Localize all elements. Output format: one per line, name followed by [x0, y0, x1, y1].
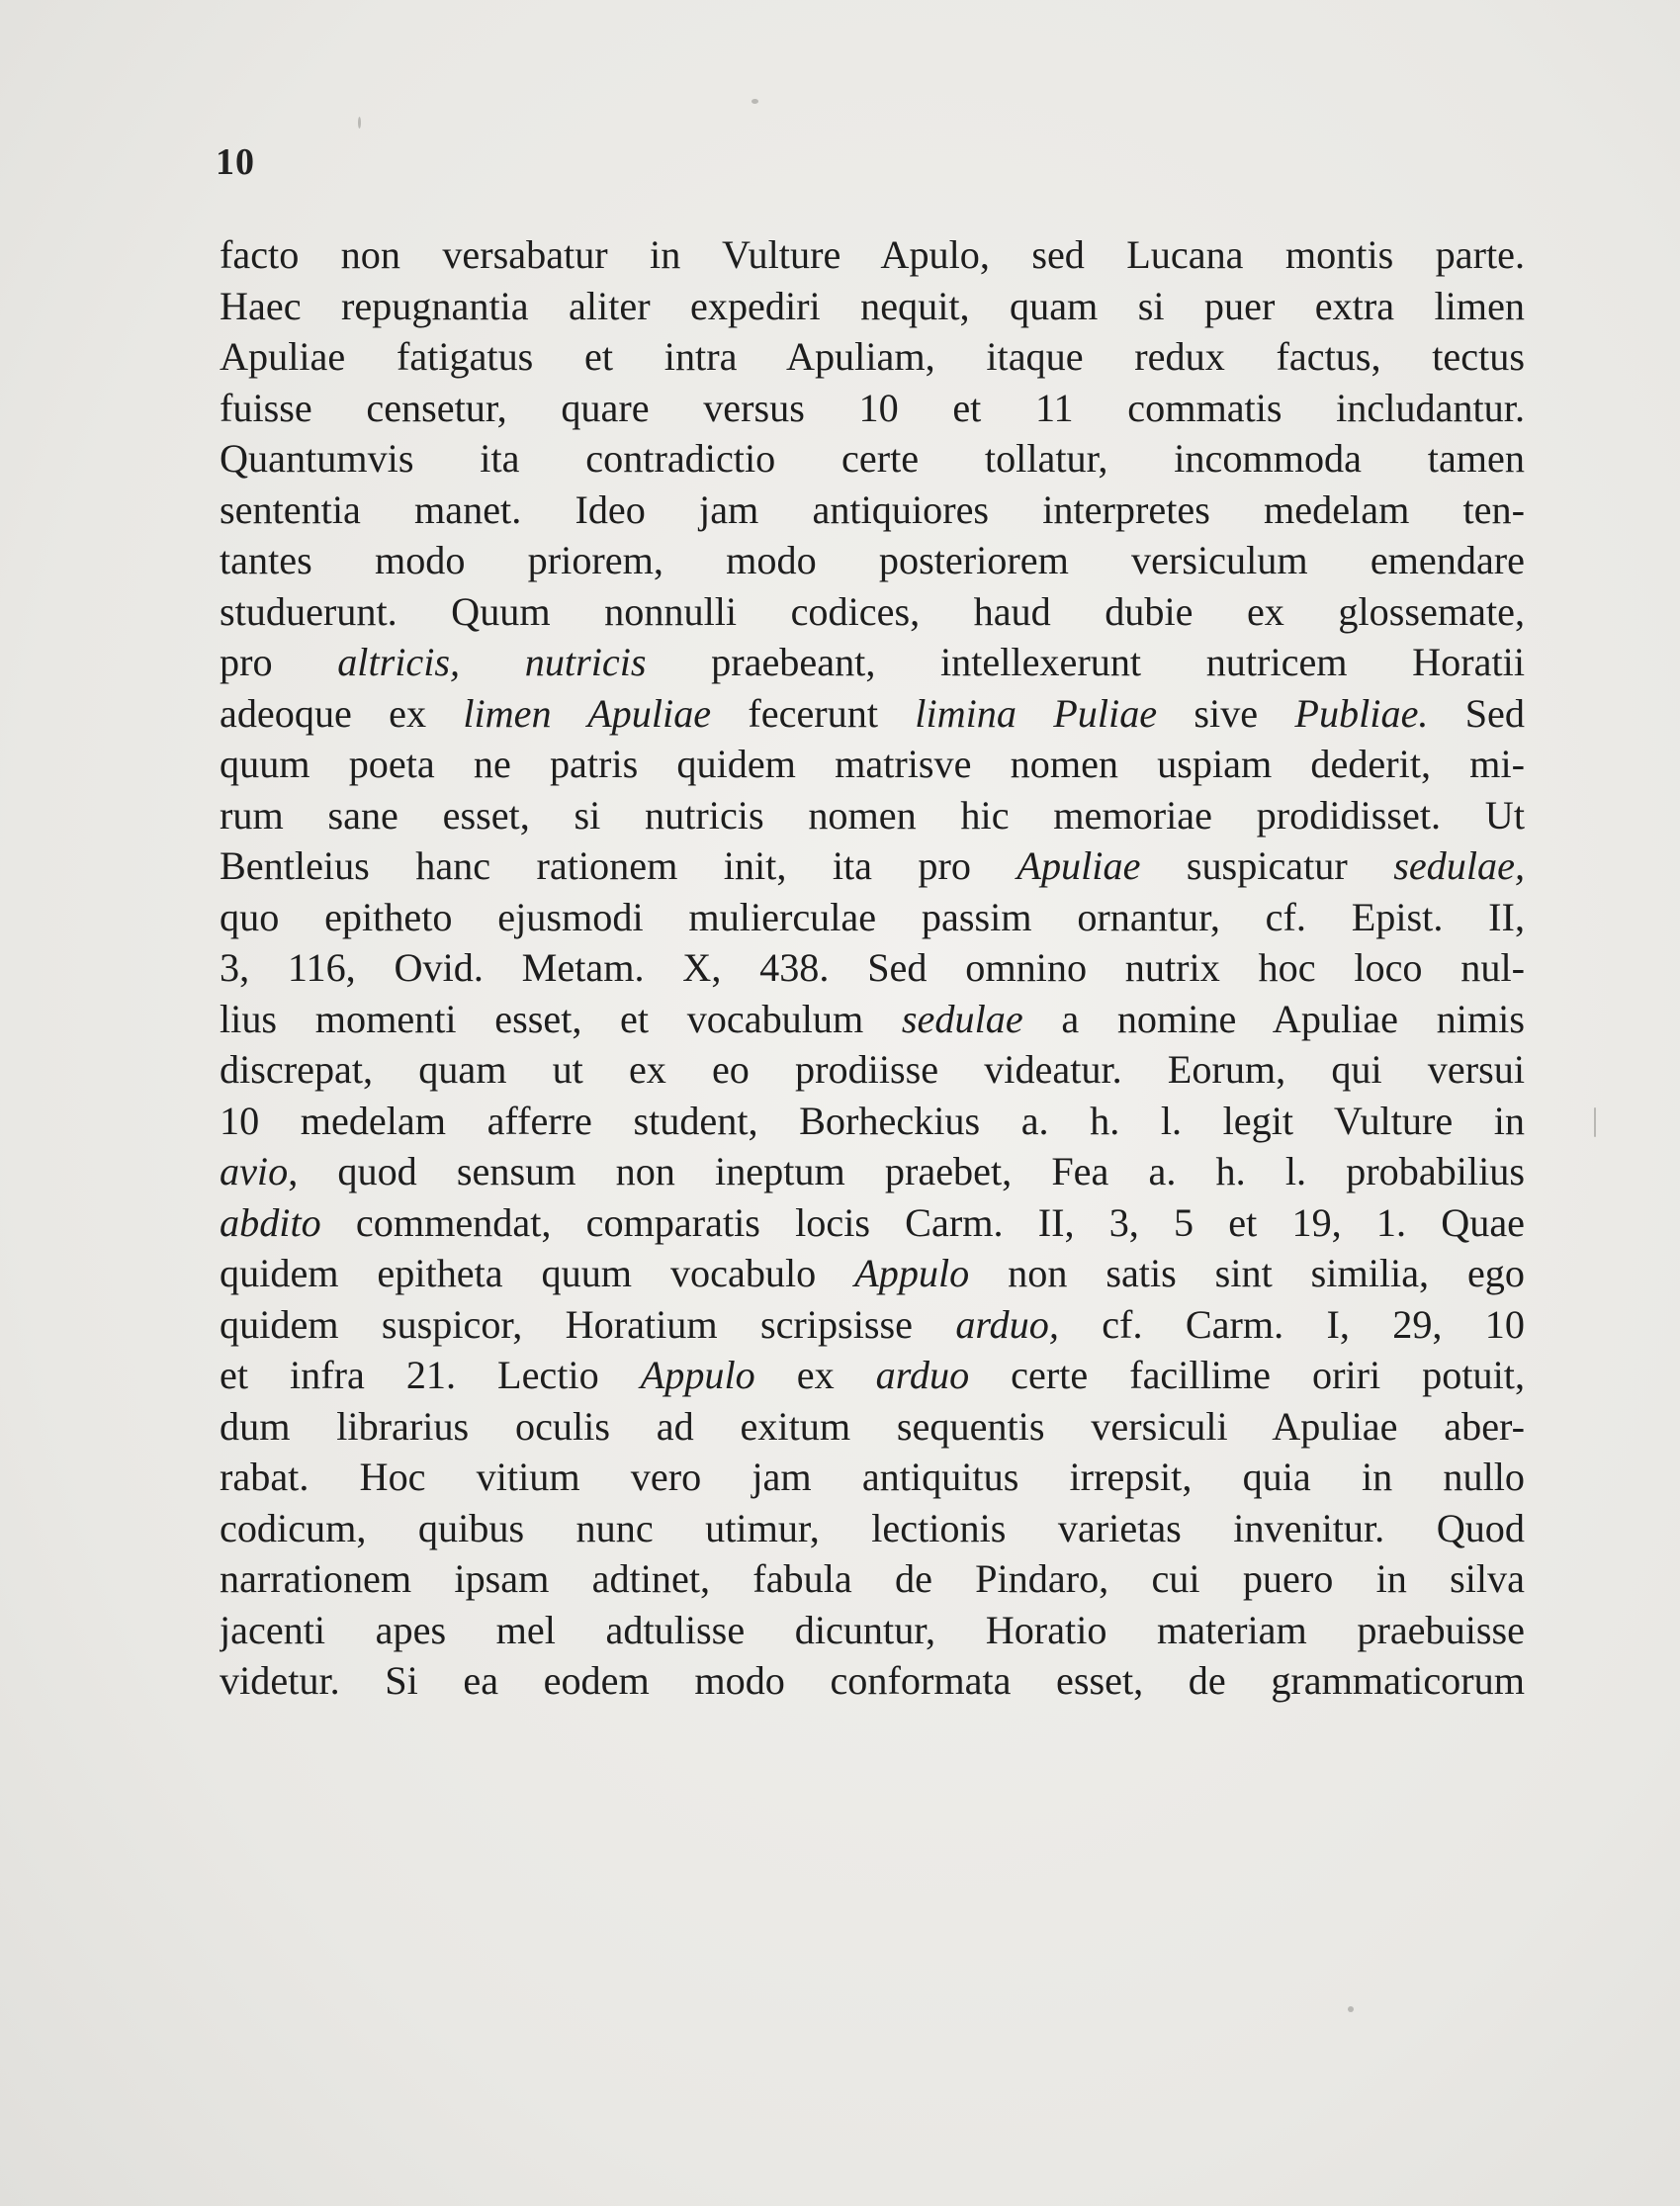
text-line	[220, 1605, 1525, 1656]
text-line	[220, 1503, 1525, 1554]
text-segment: Quantumvis ita contradictio certe tollatur, incommoda tamen	[220, 436, 1525, 481]
text-line	[220, 688, 1525, 740]
text-segment: narrationem ipsam adtinet, fabula de Pindaro, cui puero in silva	[220, 1556, 1525, 1601]
text-line	[220, 331, 1525, 383]
text-segment: studuerunt. Quum nonnulli codices, haud dubie ex glossemate,	[220, 588, 1525, 634]
text-segment: quidem epitheta quum vocabulo	[220, 1251, 855, 1295]
text-segment: fecerunt	[711, 690, 916, 736]
text-segment: dum librarius oculis ad exitum sequentis versiculi Apuliae aber-	[220, 1403, 1525, 1449]
italic-text: Apuliae	[1017, 843, 1141, 888]
italic-text: abdito	[220, 1199, 321, 1245]
text-segment: sive	[1157, 690, 1295, 736]
text-line	[220, 892, 1525, 943]
text-segment: facto non versabatur in Vulture Apulo, sed Lucana montis parte.	[220, 232, 1525, 277]
italic-text: Appulo	[640, 1353, 755, 1397]
text-line	[220, 1655, 1525, 1707]
text-segment: tantes modo priorem, modo posteriorem versiculum emendare	[220, 538, 1525, 582]
text-segment: et infra 21. Lectio	[220, 1353, 641, 1397]
text-line	[220, 1401, 1525, 1453]
italic-text: limina Puliae	[915, 690, 1158, 736]
text-segment: codicum, quibus nunc utimur, lectionis varietas invenitur. Quod	[220, 1505, 1525, 1550]
text-segment: 3, 116, Ovid. Metam. X, 438. Sed omnino nutrix hoc loco nul-	[220, 945, 1525, 990]
text-segment: quidem suspicor, Horatium scripsisse	[220, 1301, 956, 1347]
text-line	[220, 994, 1525, 1045]
text-segment: rabat. Hoc vitium vero jam antiquitus irrepsit, quia in nullo	[220, 1455, 1525, 1499]
page-number: 10	[216, 141, 255, 183]
text-segment: Haec repugnantia aliter expediri nequit, quam si puer extra limen	[220, 283, 1525, 328]
text-segment: ex	[754, 1353, 876, 1397]
italic-text: avio	[220, 1149, 289, 1193]
text-line	[220, 790, 1525, 841]
italic-text: Appulo	[854, 1251, 970, 1295]
text-line	[220, 1248, 1525, 1299]
text-line	[220, 586, 1525, 638]
text-line	[220, 1452, 1525, 1503]
text-segment: pro	[220, 640, 338, 684]
text-segment: , quod sensum non ineptum praebet, Fea a. h. l. probabilius	[288, 1149, 1525, 1193]
text-line	[220, 1350, 1525, 1401]
italic-text: arduo	[875, 1353, 970, 1397]
paper-speck	[358, 117, 361, 129]
text-segment: a nomine Apuliae nimis	[1022, 996, 1525, 1041]
text-line	[220, 942, 1525, 994]
italic-text: sedulae	[901, 996, 1023, 1041]
paper-speck	[1348, 2006, 1354, 2012]
text-segment: 10 medelam afferre student, Borheckius a. h. l. legit Vulture in	[220, 1098, 1525, 1143]
text-line	[220, 535, 1525, 586]
text-segment: sententia manet. Ideo jam antiquiores interpretes medelam ten-	[220, 486, 1525, 532]
text-segment: fuisse censetur, quare versus 10 et 11 commatis includantur.	[220, 385, 1525, 430]
text-line	[220, 1096, 1525, 1147]
text-segment: videtur. Si ea eodem modo conformata esset, de grammaticorum	[220, 1658, 1525, 1703]
body-text	[220, 229, 1525, 1707]
text-segment: cf. Carm. I, 29, 10	[1058, 1301, 1525, 1347]
text-line	[220, 229, 1525, 281]
text-line	[220, 1553, 1525, 1605]
italic-text: arduo,	[955, 1301, 1059, 1347]
text-line	[220, 739, 1525, 790]
text-segment: Sed	[1428, 690, 1525, 736]
text-segment: suspicatur	[1140, 843, 1394, 888]
paper-speck	[1594, 1107, 1596, 1137]
text-line	[220, 383, 1525, 434]
text-segment: quum poeta ne patris quidem matrisve nomen uspiam dederit, mi-	[220, 742, 1525, 786]
italic-text: altricis, nutricis	[337, 640, 647, 684]
text-segment: discrepat, quam ut ex eo prodiisse videatur. Eorum, qui versui	[220, 1047, 1525, 1092]
text-segment: non satis sint similia, ego	[969, 1251, 1525, 1295]
italic-text: sedulae,	[1393, 843, 1525, 888]
text-segment: commendat, comparatis locis Carm. II, 3, 5 et 19, 1. Quae	[320, 1199, 1525, 1245]
text-line	[220, 1044, 1525, 1096]
text-line	[220, 485, 1525, 536]
text-line	[220, 281, 1525, 332]
text-line	[220, 637, 1525, 688]
text-line	[220, 1146, 1525, 1197]
text-segment: certe facillime oriri potuit,	[969, 1353, 1525, 1397]
text-segment: Apuliae fatigatus et intra Apuliam, itaque redux factus, tectus	[220, 334, 1525, 379]
italic-text: limen Apuliae	[463, 690, 712, 736]
paper-speck	[752, 99, 758, 104]
text-segment: quo epitheto ejusmodi mulierculae passim ornantur, cf. Epist. II,	[220, 894, 1525, 939]
text-line	[220, 433, 1525, 485]
text-segment: praebeant, intellexerunt nutricem Horatii	[646, 640, 1525, 684]
text-line	[220, 1197, 1525, 1249]
text-segment: jacenti apes mel adtulisse dicuntur, Horatio materiam praebuisse	[220, 1607, 1525, 1652]
italic-text: Publiae.	[1294, 690, 1429, 736]
text-segment: adeoque ex	[220, 690, 464, 736]
text-line	[220, 1299, 1525, 1351]
text-segment: Bentleius hanc rationem init, ita pro	[220, 843, 1017, 888]
text-line	[220, 840, 1525, 892]
text-segment: lius momenti esset, et vocabulum	[220, 996, 902, 1041]
text-segment: rum sane esset, si nutricis nomen hic memoriae prodidisset. Ut	[220, 792, 1525, 838]
